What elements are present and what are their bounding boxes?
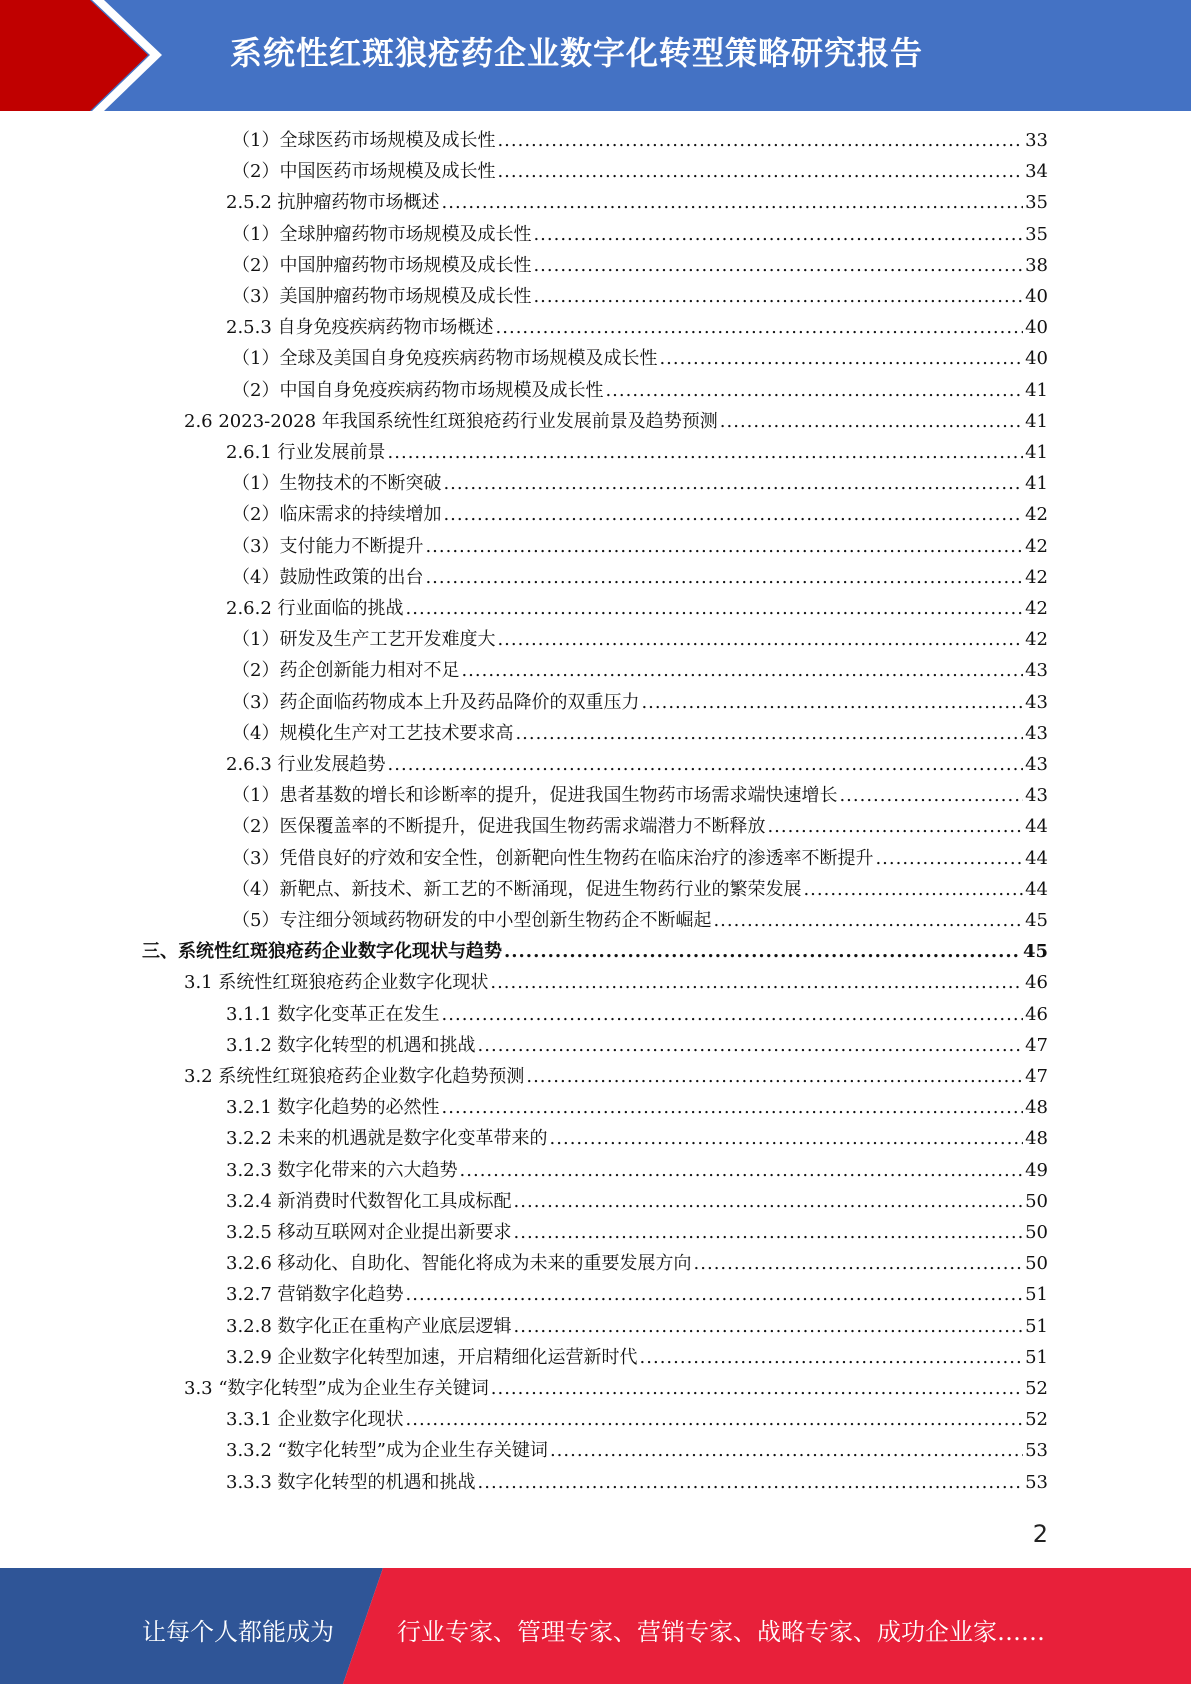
toc-entry-label: 3.2.3 数字化带来的六大趋势 bbox=[226, 1159, 458, 1181]
toc-entry[interactable] bbox=[232, 719, 1048, 750]
toc-entry-label: 3.3 “数字化转型”成为企业生存关键词 bbox=[184, 1378, 489, 1399]
toc-entry-page: 43 bbox=[1025, 722, 1048, 744]
toc-leader-dots bbox=[478, 1035, 1024, 1056]
toc-leader-dots bbox=[491, 1378, 1023, 1399]
toc-entry[interactable] bbox=[232, 563, 1048, 594]
toc-entry-label: 2.5.2 抗肿瘤药物市场概述 bbox=[226, 192, 440, 214]
toc-leader-dots bbox=[461, 660, 1023, 681]
toc-entry-label: 3.2.9 企业数字化转型加速，开启精细化运营新时代 bbox=[226, 1346, 638, 1368]
toc-leader-dots bbox=[641, 692, 1023, 713]
toc-entry-label: （2）药企创新能力相对不足 bbox=[232, 660, 460, 682]
toc-entry-label: （2）中国医药市场规模及成长性 bbox=[232, 161, 496, 183]
toc-leader-dots bbox=[533, 255, 1023, 276]
toc-leader-dots bbox=[406, 1284, 1024, 1305]
toc-leader-dots bbox=[605, 380, 1023, 401]
toc-entry-label: 3.2.5 移动互联网对企业提出新要求 bbox=[226, 1222, 512, 1243]
toc-leader-dots bbox=[490, 972, 1023, 993]
toc-leader-dots bbox=[388, 442, 1024, 463]
toc-leader-dots bbox=[514, 1191, 1024, 1212]
page-number: 2 bbox=[1032, 1520, 1048, 1548]
toc-leader-dots bbox=[875, 848, 1023, 869]
toc-leader-dots bbox=[533, 286, 1023, 307]
footer-slogan-right: 行业专家、管理专家、营销专家、战略专家、成功企业家…… bbox=[397, 1618, 1045, 1646]
toc-leader-dots bbox=[694, 1253, 1024, 1274]
toc-entry-page: 43 bbox=[1025, 660, 1048, 682]
toc-entry-page: 47 bbox=[1025, 1034, 1048, 1056]
toc-entry-label: （1）全球医药市场规模及成长性 bbox=[232, 130, 496, 151]
toc-leader-dots bbox=[514, 1316, 1024, 1337]
toc-entry[interactable] bbox=[226, 1312, 1048, 1343]
toc-entry-label: （4）规模化生产对工艺技术要求高 bbox=[232, 722, 514, 744]
toc-leader-dots bbox=[720, 411, 1023, 432]
toc-entry-label: （1）研发及生产工艺开发难度大 bbox=[232, 629, 496, 651]
toc-entry-label: （3）凭借良好的疗效和安全性，创新靶向性生物药在临床治疗的渗透率不断提升 bbox=[232, 847, 874, 869]
toc-entry-page: 49 bbox=[1025, 1159, 1048, 1181]
toc-leader-dots bbox=[460, 1160, 1024, 1181]
toc-entry-page: 44 bbox=[1025, 878, 1048, 900]
toc-entry[interactable] bbox=[226, 1156, 1048, 1187]
toc-entry-label: 3.2.7 营销数字化趋势 bbox=[226, 1284, 404, 1306]
toc-leader-dots bbox=[533, 224, 1023, 245]
toc-entry[interactable] bbox=[232, 656, 1048, 687]
toc-entry[interactable] bbox=[232, 875, 1048, 906]
toc-entry-page: 41 bbox=[1025, 473, 1048, 495]
toc-entry[interactable] bbox=[232, 157, 1048, 188]
toc-leader-dots bbox=[713, 910, 1023, 931]
toc-entry[interactable] bbox=[232, 812, 1048, 843]
toc-entry[interactable] bbox=[226, 188, 1048, 219]
toc-entry-label: 3.2.2 未来的机遇就是数字化变革带来的 bbox=[226, 1128, 548, 1150]
toc-entry[interactable] bbox=[226, 1031, 1048, 1062]
toc-entry[interactable] bbox=[232, 282, 1048, 313]
page-header bbox=[0, 0, 1191, 111]
toc-entry-label: 3.1.2 数字化转型的机遇和挑战 bbox=[226, 1034, 476, 1056]
toc-entry-page: 51 bbox=[1025, 1346, 1048, 1368]
toc-entry[interactable] bbox=[232, 688, 1048, 719]
toc-entry[interactable] bbox=[232, 844, 1048, 875]
toc-entry-page: 51 bbox=[1025, 1315, 1048, 1337]
page-footer bbox=[0, 1568, 1191, 1684]
toc-entry-page: 40 bbox=[1025, 317, 1048, 339]
toc-entry[interactable] bbox=[184, 1062, 1048, 1093]
toc-entry-page: 42 bbox=[1025, 504, 1048, 526]
toc-entry-page: 44 bbox=[1025, 847, 1048, 869]
toc-leader-dots bbox=[442, 1097, 1024, 1118]
toc-entry-label: （4）新靶点、新技术、新工艺的不断涌现，促进生物药行业的繁荣发展 bbox=[232, 878, 802, 900]
toc-entry-page: 42 bbox=[1025, 598, 1048, 619]
toc-entry-label: （1）全球肿瘤药物市场规模及成长性 bbox=[232, 223, 532, 245]
toc-entry[interactable] bbox=[226, 750, 1048, 781]
toc-leader-dots bbox=[640, 1347, 1024, 1368]
toc-entry-page: 41 bbox=[1025, 442, 1048, 463]
toc-entry-label: （3）支付能力不断提升 bbox=[232, 535, 424, 557]
toc-entry-page: 48 bbox=[1025, 1097, 1048, 1119]
toc-entry-label: 3.1 系统性红斑狼疮药企业数字化现状 bbox=[184, 972, 489, 994]
toc-entry[interactable] bbox=[226, 1000, 1048, 1031]
toc-entry-page: 38 bbox=[1025, 254, 1048, 276]
toc-entry-page: 43 bbox=[1025, 785, 1048, 807]
toc-entry[interactable] bbox=[184, 968, 1048, 999]
toc-entry-page: 41 bbox=[1025, 379, 1048, 401]
toc-leader-dots bbox=[803, 879, 1023, 900]
toc-entry-label: 3.3.1 企业数字化现状 bbox=[226, 1409, 404, 1431]
toc-leader-dots bbox=[497, 629, 1023, 650]
toc-entry-page: 44 bbox=[1025, 816, 1048, 838]
toc-entry-page: 53 bbox=[1025, 1471, 1048, 1493]
toc-entry-page: 35 bbox=[1025, 192, 1048, 214]
toc-entry-label: 3.3.3 数字化转型的机遇和挑战 bbox=[226, 1471, 476, 1493]
toc-entry-page: 50 bbox=[1025, 1222, 1048, 1243]
toc-leader-dots bbox=[443, 473, 1023, 494]
toc-leader-dots bbox=[443, 504, 1023, 525]
toc-entry-page: 50 bbox=[1025, 1190, 1048, 1212]
toc-leader-dots bbox=[514, 1222, 1024, 1243]
toc-entry-label: （4）鼓励性政策的出台 bbox=[232, 566, 424, 588]
toc-entry[interactable] bbox=[226, 438, 1048, 469]
toc-entry-page: 43 bbox=[1025, 691, 1048, 713]
toc-entry-page: 52 bbox=[1025, 1378, 1048, 1399]
toc-entry-label: （2）临床需求的持续增加 bbox=[232, 504, 442, 526]
toc-leader-dots bbox=[515, 723, 1023, 744]
toc-entry[interactable] bbox=[226, 1468, 1048, 1499]
toc-entry-page: 45 bbox=[1022, 941, 1048, 963]
toc-entry-page: 42 bbox=[1025, 629, 1048, 651]
toc-leader-dots bbox=[504, 941, 1021, 962]
toc-entry-label: 3.1.1 数字化变革正在发生 bbox=[226, 1003, 440, 1025]
toc-leader-dots bbox=[526, 1066, 1023, 1087]
toc-leader-dots bbox=[839, 785, 1023, 806]
toc-entry[interactable] bbox=[232, 906, 1048, 937]
toc-entry-label: （3）美国肿瘤药物市场规模及成长性 bbox=[232, 286, 532, 307]
footer-slogan-left: 让每个人都能成为 bbox=[142, 1618, 334, 1646]
toc-entry-label: （1）患者基数的增长和诊断率的提升，促进我国生物药市场需求端快速增长 bbox=[232, 785, 838, 807]
toc-entry-page: 47 bbox=[1025, 1066, 1048, 1087]
toc-entry[interactable] bbox=[226, 1280, 1048, 1311]
toc-entry-label: （2）中国自身免疫疾病药物市场规模及成长性 bbox=[232, 379, 604, 401]
toc-entry[interactable] bbox=[226, 1093, 1048, 1124]
toc-leader-dots bbox=[550, 1128, 1024, 1149]
toc-leader-dots bbox=[497, 130, 1023, 151]
toc-entry-page: 42 bbox=[1025, 566, 1048, 588]
toc-entry[interactable] bbox=[184, 1374, 1048, 1405]
toc-entry-page: 48 bbox=[1025, 1128, 1048, 1150]
toc-entry[interactable] bbox=[232, 781, 1048, 812]
toc-entry-label: （2）中国肿瘤药物市场规模及成长性 bbox=[232, 254, 532, 276]
toc-entry[interactable] bbox=[226, 1124, 1048, 1155]
toc-entry-page: 52 bbox=[1025, 1409, 1048, 1431]
toc-entry-page: 53 bbox=[1025, 1440, 1048, 1462]
toc-entry[interactable] bbox=[232, 532, 1048, 563]
toc-entry-page: 33 bbox=[1025, 130, 1048, 151]
toc-entry-page: 35 bbox=[1025, 223, 1048, 245]
report-title: 系统性红斑狼疮药企业数字化转型策略研究报告 bbox=[230, 34, 924, 72]
toc-entry-label: 三、系统性红斑狼疮药企业数字化现状与趋势 bbox=[142, 941, 502, 963]
toc-entry[interactable] bbox=[226, 1405, 1048, 1436]
toc-leader-dots bbox=[497, 161, 1023, 182]
toc-entry[interactable] bbox=[226, 313, 1048, 344]
toc-entry[interactable] bbox=[142, 937, 1048, 968]
toc-entry[interactable] bbox=[232, 126, 1048, 157]
toc-entry[interactable] bbox=[232, 625, 1048, 656]
toc-entry[interactable] bbox=[226, 1249, 1048, 1280]
toc-entry-page: 40 bbox=[1025, 348, 1048, 370]
toc-entry-label: 2.5.3 自身免疫疾病药物市场概述 bbox=[226, 317, 494, 339]
toc-entry-page: 41 bbox=[1025, 410, 1048, 432]
toc-entry-label: 2.6.3 行业发展趋势 bbox=[226, 754, 386, 775]
toc-leader-dots bbox=[767, 816, 1023, 837]
toc-entry-label: （3）药企面临药物成本上升及药品降价的双重压力 bbox=[232, 691, 640, 713]
toc-leader-dots bbox=[388, 754, 1024, 775]
toc-entry-page: 34 bbox=[1025, 161, 1048, 183]
toc-leader-dots bbox=[425, 567, 1023, 588]
toc-entry-label: 3.2.8 数字化正在重构产业底层逻辑 bbox=[226, 1315, 512, 1337]
toc-entry[interactable] bbox=[226, 594, 1048, 625]
toc-leader-dots bbox=[496, 317, 1024, 338]
toc-entry-label: （2）医保覆盖率的不断提升，促进我国生物药需求端潜力不断释放 bbox=[232, 816, 766, 838]
toc-leader-dots bbox=[550, 1440, 1023, 1461]
toc-entry[interactable] bbox=[226, 1187, 1048, 1218]
toc-entry-label: （1）全球及美国自身免疫疾病药物市场规模及成长性 bbox=[232, 348, 658, 370]
toc-entry[interactable] bbox=[226, 1343, 1048, 1374]
toc-entry-label: 3.2.4 新消费时代数智化工具成标配 bbox=[226, 1190, 512, 1212]
toc-entry-page: 51 bbox=[1025, 1284, 1048, 1306]
toc-leader-dots bbox=[406, 598, 1024, 619]
toc-entry-label: 2.6.1 行业发展前景 bbox=[226, 442, 386, 463]
toc-entry-label: （1）生物技术的不断突破 bbox=[232, 473, 442, 495]
toc-entry-page: 42 bbox=[1025, 535, 1048, 557]
toc-entry-label: 3.2 系统性红斑狼疮药企业数字化趋势预测 bbox=[184, 1066, 525, 1087]
toc-entry[interactable] bbox=[232, 251, 1048, 282]
toc-leader-dots bbox=[659, 348, 1023, 369]
toc-leader-dots bbox=[478, 1472, 1024, 1493]
toc-entry[interactable] bbox=[232, 344, 1048, 375]
toc-entry[interactable] bbox=[232, 500, 1048, 531]
toc-entry-label: 2.6 2023-2028 年我国系统性红斑狼疮药行业发展前景及趋势预测 bbox=[184, 410, 718, 432]
toc-entry-label: 3.2.1 数字化趋势的必然性 bbox=[226, 1097, 440, 1119]
toc-leader-dots bbox=[442, 1004, 1024, 1025]
toc-entry-page: 45 bbox=[1025, 910, 1048, 931]
toc-entry-page: 46 bbox=[1025, 972, 1048, 994]
toc-entry[interactable] bbox=[232, 469, 1048, 500]
toc-entry[interactable] bbox=[232, 376, 1048, 407]
toc-entry[interactable] bbox=[232, 220, 1048, 251]
toc-entry-page: 40 bbox=[1025, 286, 1048, 307]
toc-leader-dots bbox=[442, 192, 1024, 213]
toc-entry[interactable] bbox=[226, 1436, 1048, 1467]
toc-entry-label: 3.2.6 移动化、自助化、智能化将成为未来的重要发展方向 bbox=[226, 1253, 692, 1275]
toc-entry-label: （5）专注细分领域药物研发的中小型创新生物药企不断崛起 bbox=[232, 910, 712, 931]
toc-entry-page: 50 bbox=[1025, 1253, 1048, 1275]
toc-leader-dots bbox=[425, 536, 1023, 557]
toc-entry[interactable] bbox=[226, 1218, 1048, 1249]
toc-entry-page: 43 bbox=[1025, 754, 1048, 775]
toc-entry-label: 3.3.2 “数字化转型”成为企业生存关键词 bbox=[226, 1440, 548, 1462]
toc-entry[interactable] bbox=[184, 407, 1048, 438]
toc-leader-dots bbox=[406, 1409, 1024, 1430]
toc-entry-page: 46 bbox=[1025, 1003, 1048, 1025]
toc-entry-label: 2.6.2 行业面临的挑战 bbox=[226, 598, 404, 619]
